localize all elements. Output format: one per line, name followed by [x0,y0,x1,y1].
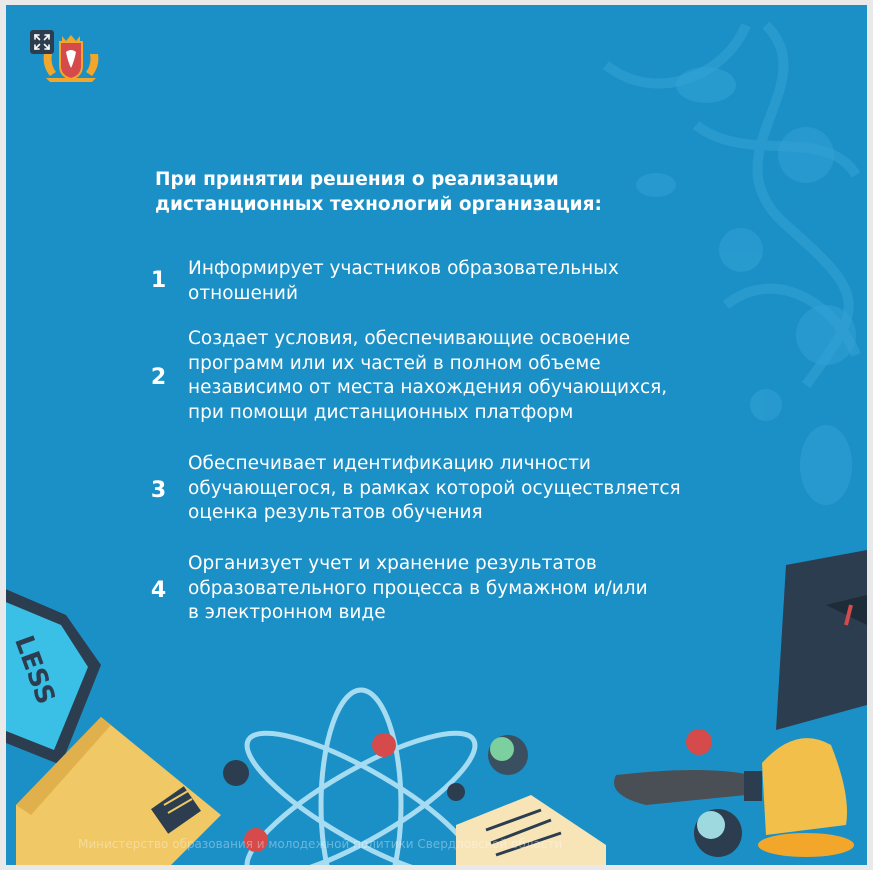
school-illustrations [6,5,867,865]
notebook-illustration [456,795,606,865]
page-title: При принятии решения о реализации дистанционных технологий организация: [155,169,602,215]
book-label: LESS [8,631,61,709]
infographic-card [6,5,867,865]
coat-of-arms-icon [40,32,102,84]
item-text: Создает условия, обеспечивающие освоение программ или их частей в полном объеме независимо от места нахождения обучающихся, при помощи дистанционных платформ [188,328,668,423]
footer-caption: Министерство образования и молодежной политики Свердловской области [78,837,563,851]
item-number: 3 [150,478,167,503]
item-number: 2 [150,365,167,390]
item-number: 4 [150,578,167,603]
item-text: Информирует участников образовательных отношений [188,258,619,304]
item-text: Обеспечивает идентификацию личности обучающегося, в рамках которой осуществляется оценка результатов обучения [188,453,681,523]
graduation-cap-illustration [776,550,867,730]
item-text: Организует учет и хранение результатов образовательного процесса в бумажном и/или в электронном виде [188,553,648,623]
item-number: 1 [150,268,167,293]
